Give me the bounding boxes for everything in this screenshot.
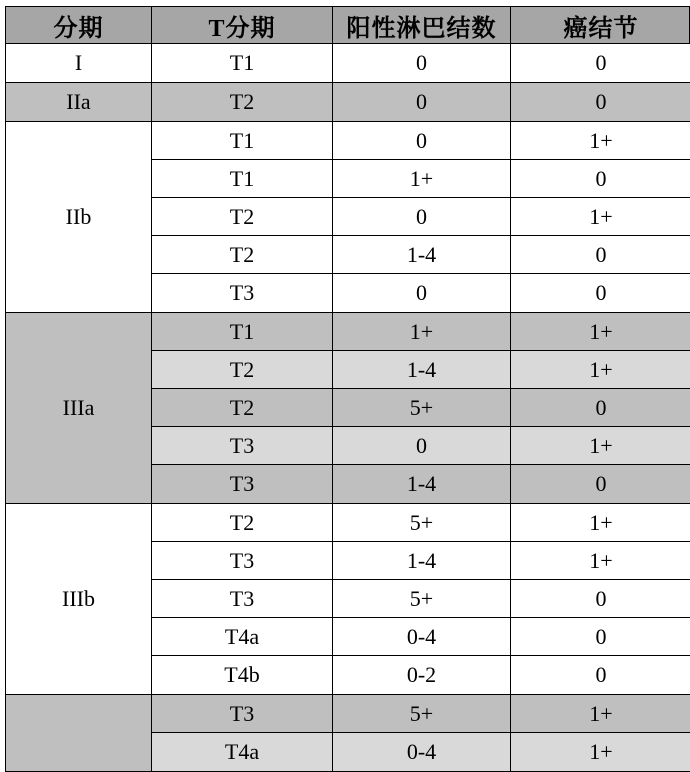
t-stage-cell: T3	[152, 465, 333, 503]
tumor-deposit-cell: 1+	[589, 432, 613, 458]
tumor-deposit-cell: 1+	[589, 127, 613, 153]
t-stage-cell: T2	[152, 504, 333, 541]
t-stage-cell: T3	[152, 695, 333, 732]
stage-group	[5, 313, 690, 504]
tumor-deposit-cell: 1+	[589, 509, 613, 535]
stage-rows	[152, 504, 690, 694]
table-row	[152, 274, 690, 312]
lymph-node-cell: 0	[333, 83, 511, 121]
tumor-deposit-cell: 1+	[589, 203, 613, 229]
tumor-deposit-cell: 0	[595, 89, 607, 114]
header-positive-lymph-nodes: 阳性淋巴结数	[333, 7, 511, 43]
tumor-deposit-cell: 0	[595, 585, 607, 611]
t-stage-cell: T1	[152, 122, 333, 159]
stage-rows	[152, 83, 690, 121]
t-stage-cell: T3	[152, 427, 333, 464]
table-row	[152, 427, 690, 465]
t-stage-cell: T4a	[152, 733, 333, 771]
header-stage: 分期	[6, 7, 152, 43]
lymph-node-cell: 0-4	[333, 618, 511, 655]
t-stage-cell: T2	[152, 389, 333, 426]
stage-cell: IIa	[6, 83, 152, 121]
t-stage-cell: T4b	[152, 656, 333, 694]
tumor-deposit-cell: 0	[595, 623, 607, 649]
table-header	[5, 6, 690, 44]
stage-rows	[152, 44, 690, 82]
table-row	[152, 695, 690, 733]
t-stage-cell: T2	[152, 351, 333, 388]
tumor-deposit-cell: 0	[595, 471, 607, 496]
table-row	[152, 160, 690, 198]
lymph-node-cell: 5+	[333, 389, 511, 426]
staging-table	[5, 6, 690, 772]
t-stage-cell: T3	[152, 580, 333, 617]
tumor-deposit-cell: 0	[595, 241, 607, 267]
lymph-node-cell: 1-4	[333, 465, 511, 503]
stage-rows	[152, 122, 690, 312]
tumor-deposit-cell: 1+	[589, 739, 613, 764]
stage-cell: IIb	[6, 122, 152, 312]
lymph-node-cell: 1-4	[333, 236, 511, 273]
table-row	[152, 389, 690, 427]
lymph-node-cell: 1-4	[333, 542, 511, 579]
lymph-node-cell: 1-4	[333, 351, 511, 388]
stage-group	[5, 44, 690, 83]
lymph-node-cell: 0	[333, 44, 511, 82]
table-row	[152, 580, 690, 618]
stage-cell: IIIb	[6, 504, 152, 694]
table-row	[152, 656, 690, 694]
tumor-deposit-cell: 1+	[589, 700, 613, 726]
stage-group	[5, 695, 690, 772]
stage-group	[5, 122, 690, 313]
stage-rows	[152, 313, 690, 503]
t-stage-cell: T1	[152, 160, 333, 197]
stage-cell: IIIa	[6, 313, 152, 503]
t-stage-cell: T4a	[152, 618, 333, 655]
table-row	[152, 465, 690, 503]
table-row	[152, 313, 690, 351]
t-stage-cell: T1	[152, 44, 333, 82]
header-t-stage: T分期	[152, 7, 333, 43]
lymph-node-cell: 5+	[333, 695, 511, 732]
lymph-node-cell: 0	[333, 122, 511, 159]
table-row	[152, 733, 690, 771]
stage-rows	[152, 695, 690, 771]
tumor-deposit-cell: 0	[595, 280, 607, 305]
tumor-deposit-cell: 0	[595, 165, 607, 191]
stage-group	[5, 83, 690, 122]
table-row	[152, 504, 690, 542]
lymph-node-cell: 1+	[333, 313, 511, 350]
table-row	[152, 83, 690, 121]
t-stage-cell: T2	[152, 83, 333, 121]
table-row	[152, 542, 690, 580]
t-stage-cell: T2	[152, 236, 333, 273]
lymph-node-cell: 5+	[333, 504, 511, 541]
stage-group	[5, 504, 690, 695]
lymph-node-cell: 0	[333, 274, 511, 312]
tumor-deposit-cell: 1+	[589, 356, 613, 382]
t-stage-cell: T2	[152, 198, 333, 235]
stage-cell	[6, 695, 152, 771]
table-row	[152, 618, 690, 656]
lymph-node-cell: 0	[333, 198, 511, 235]
header-tumor-deposits: 癌结节	[563, 15, 639, 42]
tumor-deposit-cell: 0	[595, 394, 607, 420]
table-body	[5, 44, 690, 772]
table-row	[152, 236, 690, 274]
t-stage-cell: T3	[152, 542, 333, 579]
table-row	[152, 351, 690, 389]
tumor-deposit-cell: 1+	[589, 318, 613, 344]
lymph-node-cell: 1+	[333, 160, 511, 197]
table-row	[152, 44, 690, 82]
lymph-node-cell: 0-2	[333, 656, 511, 694]
tumor-deposit-cell: 0	[595, 50, 607, 75]
tumor-deposit-cell: 0	[595, 662, 607, 687]
t-stage-cell: T1	[152, 313, 333, 350]
stage-cell: I	[6, 44, 152, 82]
tumor-deposit-cell: 1+	[589, 547, 613, 573]
t-stage-cell: T3	[152, 274, 333, 312]
lymph-node-cell: 0-4	[333, 733, 511, 771]
table-row	[152, 122, 690, 160]
table-row	[152, 198, 690, 236]
lymph-node-cell: 0	[333, 427, 511, 464]
lymph-node-cell: 5+	[333, 580, 511, 617]
